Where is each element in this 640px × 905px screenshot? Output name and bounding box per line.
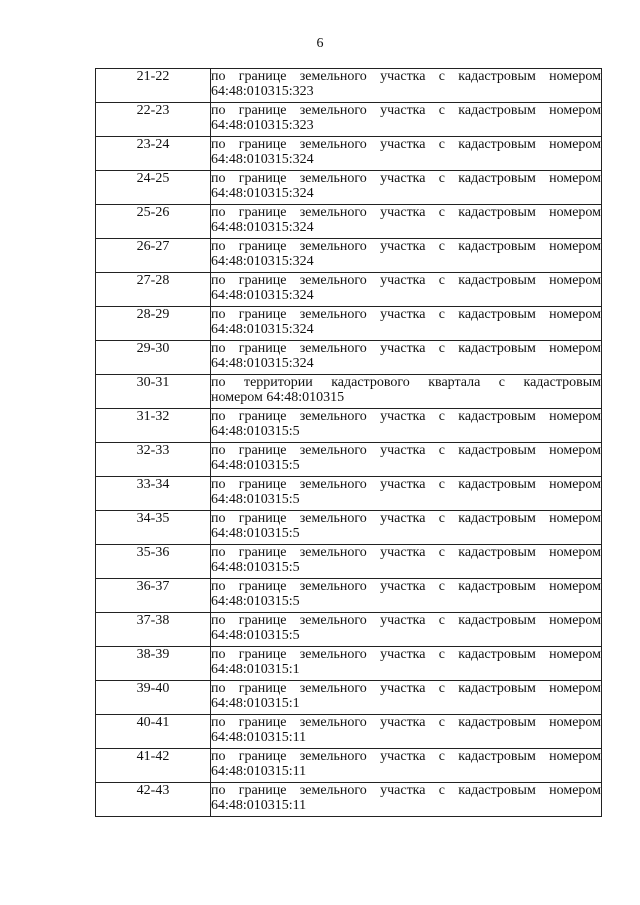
segment-description-cell — [211, 783, 602, 817]
description-line-2: 64:48:010315:5 — [211, 458, 300, 473]
description-line-1: по границе земельного участка с кадастровым номером — [211, 647, 601, 662]
description-line-1: по границе земельного участка с кадастровым номером — [211, 749, 601, 764]
table-row — [96, 103, 602, 137]
segment-id-cell: 23-24 — [96, 137, 211, 171]
table-row — [96, 715, 602, 749]
segment-id-cell: 37-38 — [96, 613, 211, 647]
description-line-2: 64:48:010315:324 — [211, 322, 314, 337]
description-line-2: 64:48:010315:324 — [211, 152, 314, 167]
description-line-1: по границе земельного участка с кадастровым номером — [211, 443, 601, 458]
table-row — [96, 579, 602, 613]
description-line-1: по границе земельного участка с кадастровым номером — [211, 613, 601, 628]
table-body — [96, 69, 602, 817]
segment-description-cell — [211, 443, 602, 477]
table-row — [96, 375, 602, 409]
segment-id-cell: 22-23 — [96, 103, 211, 137]
description-line-1: по границе земельного участка с кадастровым номером — [211, 681, 601, 696]
segment-id-cell: 27-28 — [96, 273, 211, 307]
segment-id-cell: 38-39 — [96, 647, 211, 681]
table-row — [96, 137, 602, 171]
segment-description-cell — [211, 273, 602, 307]
boundary-segments-table — [95, 68, 602, 817]
description-line-1: по границе земельного участка с кадастровым номером — [211, 69, 601, 84]
segment-description-cell — [211, 239, 602, 273]
description-line-1: по границе земельного участка с кадастровым номером — [211, 783, 601, 798]
segment-id-cell: 26-27 — [96, 239, 211, 273]
table-row — [96, 273, 602, 307]
description-line-2: 64:48:010315:324 — [211, 186, 314, 201]
table-row — [96, 681, 602, 715]
description-line-1: по границе земельного участка с кадастровым номером — [211, 511, 601, 526]
description-line-2: 64:48:010315:11 — [211, 730, 307, 745]
table-row — [96, 647, 602, 681]
segment-id-cell: 21-22 — [96, 69, 211, 103]
description-line-2: 64:48:010315:323 — [211, 118, 314, 133]
description-line-1: по границе земельного участка с кадастровым номером — [211, 341, 601, 356]
table-row — [96, 783, 602, 817]
segment-description-cell — [211, 307, 602, 341]
segment-description-cell — [211, 681, 602, 715]
description-line-1: по границе земельного участка с кадастровым номером — [211, 579, 601, 594]
table-row — [96, 511, 602, 545]
page-number: 6 — [316, 36, 324, 51]
table-row — [96, 69, 602, 103]
segment-description-cell — [211, 477, 602, 511]
description-line-1: по границе земельного участка с кадастровым номером — [211, 171, 601, 186]
description-line-1: по границе земельного участка с кадастровым номером — [211, 239, 601, 254]
segment-id-cell: 35-36 — [96, 545, 211, 579]
table-row — [96, 545, 602, 579]
table-row — [96, 443, 602, 477]
segment-id-cell: 39-40 — [96, 681, 211, 715]
segment-description-cell — [211, 205, 602, 239]
segment-id-cell: 29-30 — [96, 341, 211, 375]
description-line-2: 64:48:010315:324 — [211, 220, 314, 235]
segment-id-cell: 25-26 — [96, 205, 211, 239]
description-line-2: 64:48:010315:5 — [211, 424, 300, 439]
segment-description-cell — [211, 749, 602, 783]
segment-description-cell — [211, 171, 602, 205]
description-line-2: 64:48:010315:5 — [211, 492, 300, 507]
segment-description-cell — [211, 409, 602, 443]
description-line-1: по границе земельного участка с кадастровым номером — [211, 307, 601, 322]
description-line-2: 64:48:010315:5 — [211, 526, 300, 541]
table-row — [96, 749, 602, 783]
description-line-1: по границе земельного участка с кадастровым номером — [211, 137, 601, 152]
description-line-1: по территории кадастрового квартала с кадастровым — [211, 375, 601, 390]
table-row — [96, 171, 602, 205]
segment-description-cell — [211, 613, 602, 647]
description-line-2: 64:48:010315:323 — [211, 84, 314, 99]
segment-id-cell: 30-31 — [96, 375, 211, 409]
table-row — [96, 239, 602, 273]
description-line-2: 64:48:010315:324 — [211, 254, 314, 269]
description-line-2: 64:48:010315:1 — [211, 696, 300, 711]
description-line-2: номером 64:48:010315 — [211, 390, 345, 405]
segment-description-cell — [211, 647, 602, 681]
description-line-2: 64:48:010315:1 — [211, 662, 300, 677]
table-row — [96, 307, 602, 341]
table-row — [96, 477, 602, 511]
table-row — [96, 205, 602, 239]
description-line-1: по границе земельного участка с кадастровым номером — [211, 477, 601, 492]
segment-id-cell: 31-32 — [96, 409, 211, 443]
description-line-1: по границе земельного участка с кадастровым номером — [211, 409, 601, 424]
segment-description-cell — [211, 375, 602, 409]
description-line-1: по границе земельного участка с кадастровым номером — [211, 273, 601, 288]
table-row — [96, 613, 602, 647]
segment-id-cell: 36-37 — [96, 579, 211, 613]
segment-description-cell — [211, 137, 602, 171]
segment-description-cell — [211, 103, 602, 137]
segment-id-cell: 33-34 — [96, 477, 211, 511]
segment-id-cell: 40-41 — [96, 715, 211, 749]
description-line-2: 64:48:010315:5 — [211, 594, 300, 609]
description-line-1: по границе земельного участка с кадастровым номером — [211, 205, 601, 220]
segment-description-cell — [211, 545, 602, 579]
description-line-2: 64:48:010315:324 — [211, 288, 314, 303]
segment-id-cell: 41-42 — [96, 749, 211, 783]
segment-id-cell: 42-43 — [96, 783, 211, 817]
description-line-1: по границе земельного участка с кадастровым номером — [211, 545, 601, 560]
segment-description-cell — [211, 511, 602, 545]
segment-description-cell — [211, 579, 602, 613]
table-row — [96, 341, 602, 375]
description-line-2: 64:48:010315:5 — [211, 560, 300, 575]
description-line-2: 64:48:010315:11 — [211, 764, 307, 779]
segment-id-cell: 28-29 — [96, 307, 211, 341]
segment-id-cell: 34-35 — [96, 511, 211, 545]
description-line-1: по границе земельного участка с кадастровым номером — [211, 715, 601, 730]
segment-id-cell: 24-25 — [96, 171, 211, 205]
description-line-1: по границе земельного участка с кадастровым номером — [211, 103, 601, 118]
table-row — [96, 409, 602, 443]
description-line-2: 64:48:010315:324 — [211, 356, 314, 371]
segment-id-cell: 32-33 — [96, 443, 211, 477]
description-line-2: 64:48:010315:11 — [211, 798, 307, 813]
segment-description-cell — [211, 341, 602, 375]
segment-description-cell — [211, 715, 602, 749]
segment-description-cell — [211, 69, 602, 103]
description-line-2: 64:48:010315:5 — [211, 628, 300, 643]
